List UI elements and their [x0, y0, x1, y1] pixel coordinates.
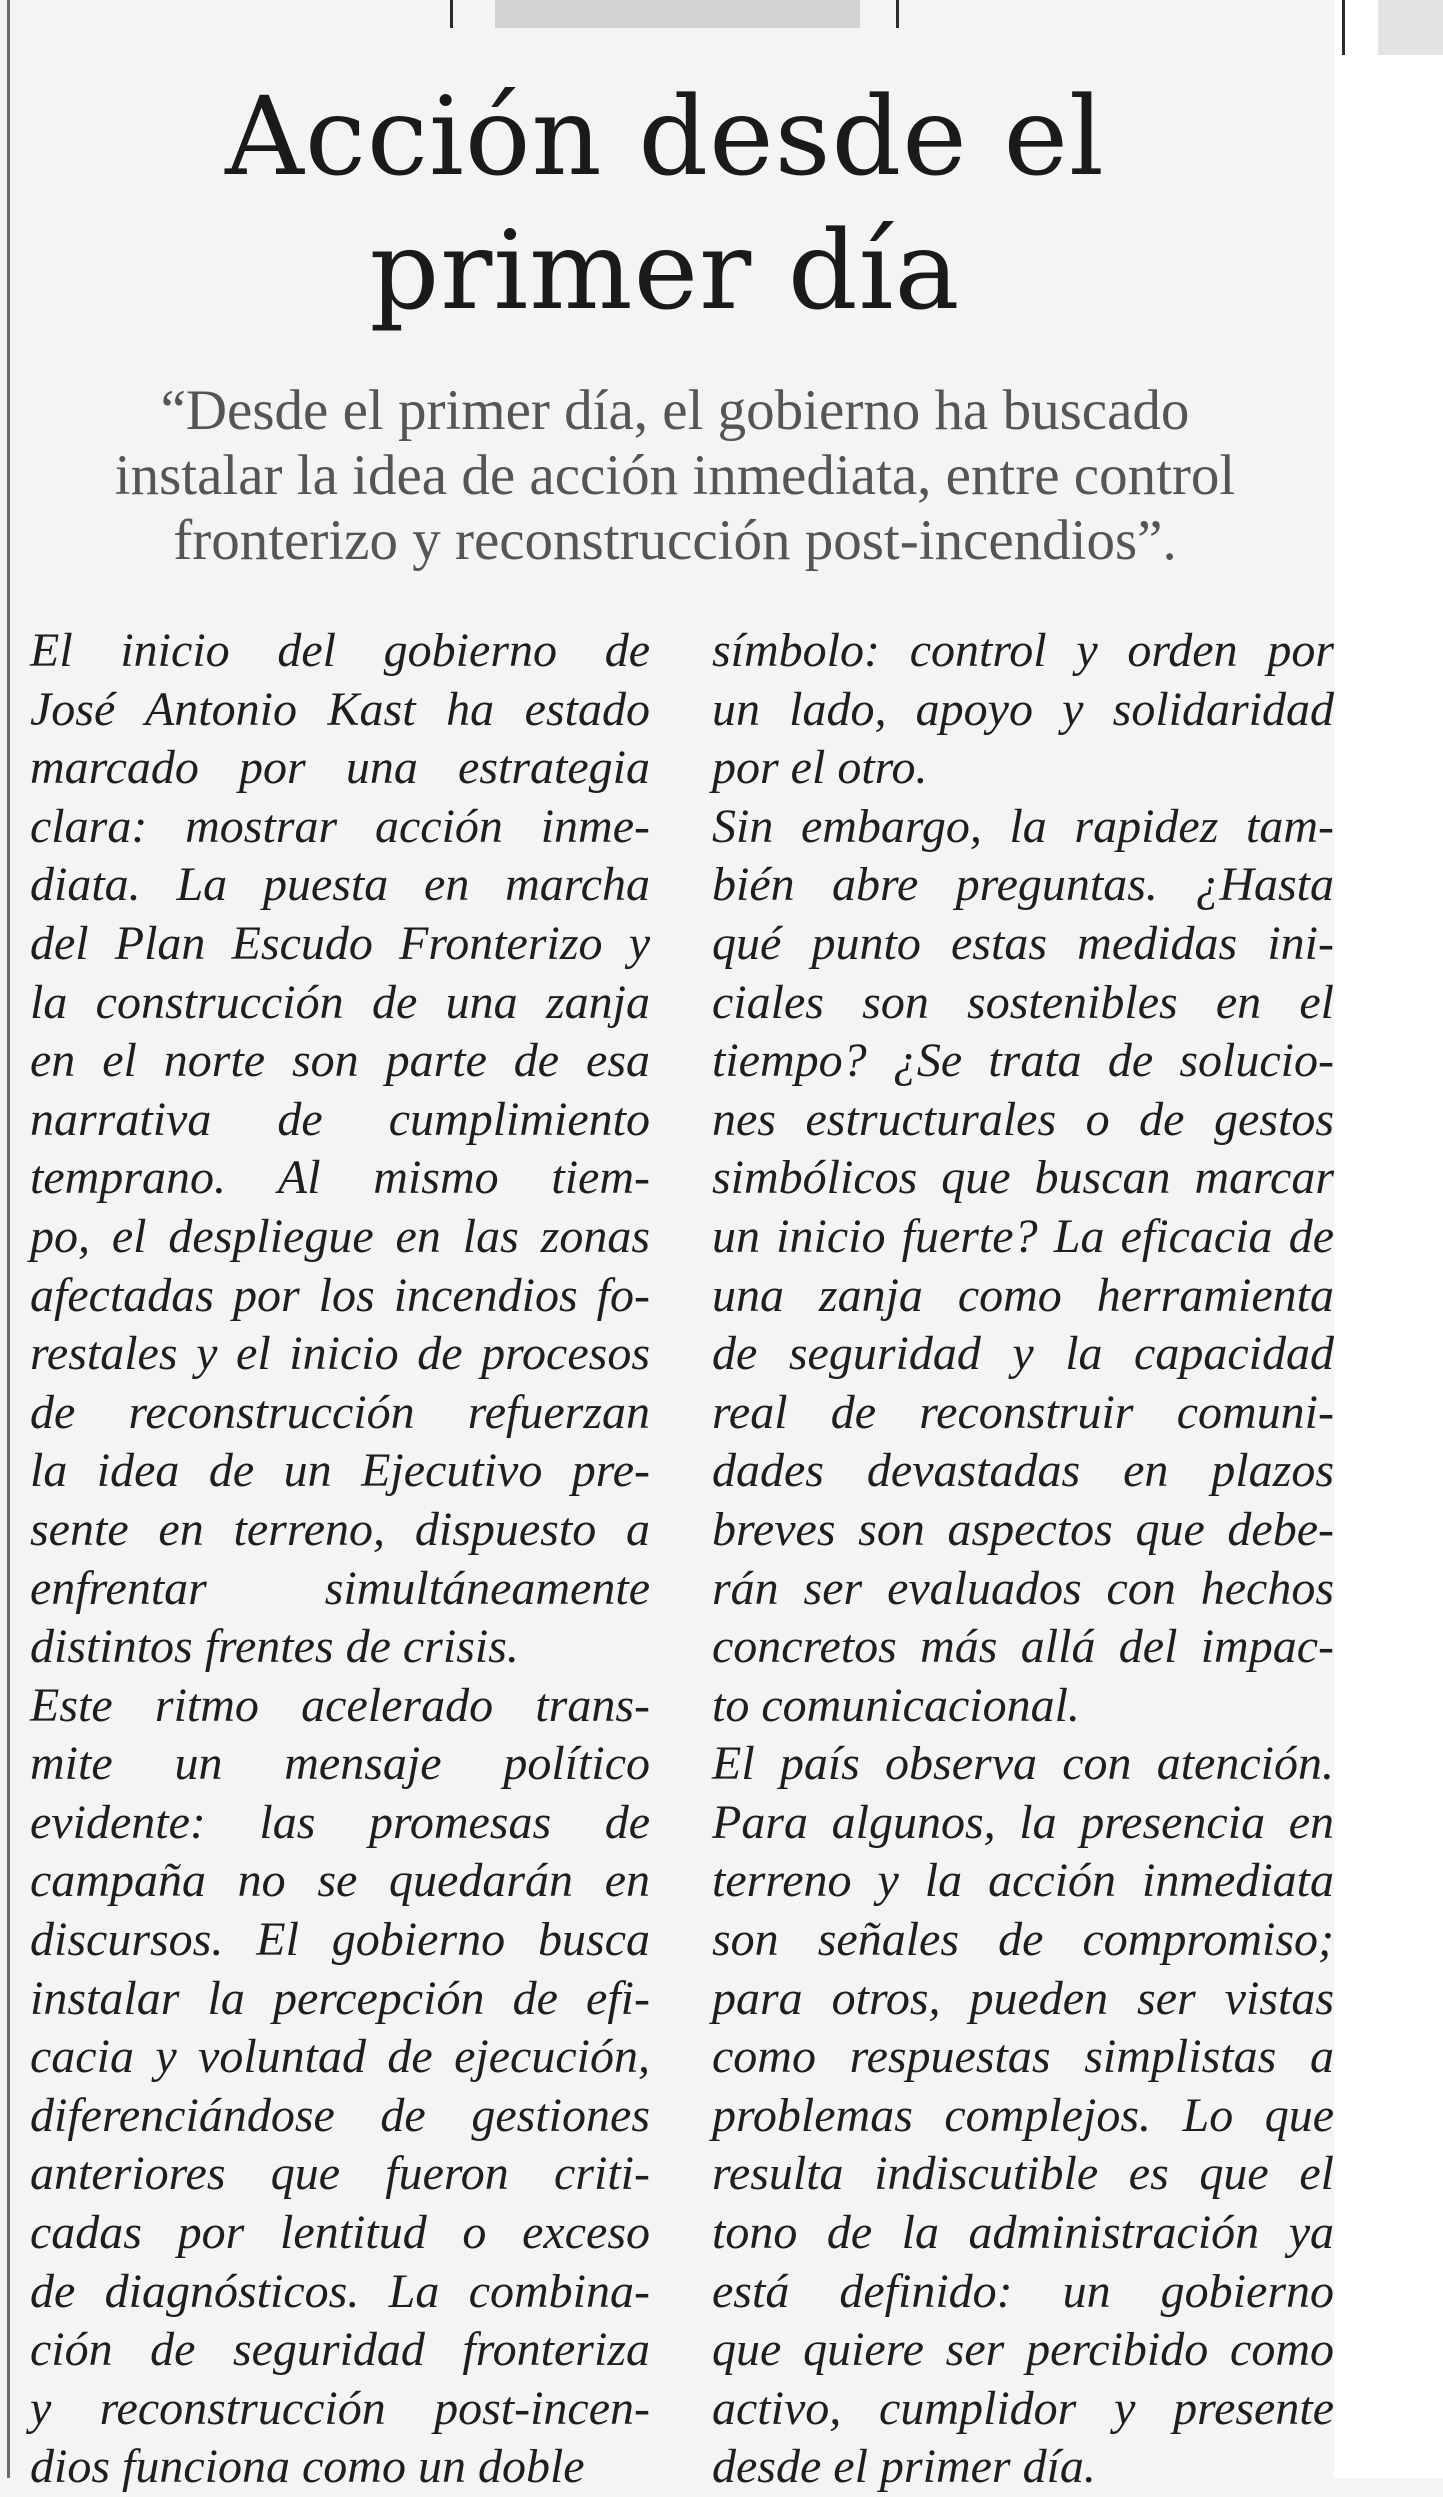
body-text-line: terreno y la acción inmediata — [712, 1854, 1334, 1908]
body-text-line: diferenciándose de gestiones — [30, 2088, 650, 2142]
body-text-line: narrativa de cumplimiento — [30, 1092, 650, 1146]
body-text-line: afectadas por los incendios fo- — [30, 1268, 650, 1322]
body-text-line: ción de seguridad fronteriza — [30, 2323, 650, 2377]
deck-line: “Desde el primer día, el gobierno ha buscado — [160, 379, 1190, 442]
body-text-line: como respuestas simplistas a — [712, 2030, 1334, 2084]
body-text-line: nes estructurales o de gestos — [712, 1092, 1334, 1146]
body-text-line: desde el primer día. — [712, 2440, 1096, 2494]
body-text-line: y reconstrucción post-incen- — [30, 2381, 650, 2435]
pull-quote-deck — [30, 378, 1320, 573]
body-column-left — [30, 622, 650, 2497]
body-text-line: real de reconstruir comuni- — [712, 1385, 1334, 1439]
body-text-line: mite un mensaje político — [30, 1737, 650, 1791]
body-text-line: marcado por una estrategia — [30, 741, 650, 795]
top-header-bar — [495, 0, 860, 28]
body-text-line: tiempo? ¿Se trata de solucio- — [712, 1034, 1334, 1088]
body-text-line: restales y el inicio de procesos — [30, 1327, 650, 1381]
body-text-line: temprano. Al mismo tiem- — [30, 1151, 650, 1205]
body-column-right — [712, 622, 1334, 2497]
body-text-line: po, el despliegue en las zonas — [30, 1209, 650, 1263]
body-text-line: Este ritmo acelerado trans- — [30, 1678, 650, 1732]
body-text-line: concretos más allá del impac- — [712, 1620, 1334, 1674]
body-text-line: activo, cumplidor y presente — [712, 2381, 1334, 2435]
body-text-line: Sin embargo, la rapidez tam- — [712, 799, 1334, 853]
deck-line: instalar la idea de acción inmediata, entre control — [114, 444, 1236, 507]
body-text-line: cadas por lentitud o exceso — [30, 2206, 650, 2260]
body-text-line: discursos. El gobierno busca — [30, 1913, 650, 1967]
body-text-line: El país observa con atención. — [712, 1737, 1334, 1791]
body-text-line: problemas complejos. Lo que — [712, 2088, 1334, 2142]
deck-line: fronterizo y reconstrucción post-incendios”. — [173, 509, 1177, 572]
headline-line: primer día — [369, 207, 961, 334]
body-text-line: que quiere ser percibido como — [712, 2323, 1334, 2377]
body-text-line: son señales de compromiso; — [712, 1913, 1334, 1967]
body-text-line: instalar la percepción de efi- — [30, 1971, 650, 2025]
body-text-line: de seguridad y la capacidad — [712, 1327, 1334, 1381]
body-text-line: un inicio fuerte? La eficacia de — [712, 1209, 1334, 1263]
right-page-margin — [1334, 0, 1443, 2478]
body-text-line: clara: mostrar acción inme- — [30, 799, 650, 853]
headline-line: Acción desde el — [225, 73, 1105, 200]
top-rule-tick — [1342, 0, 1345, 55]
body-text-line: Para algunos, la presencia en — [712, 1795, 1334, 1849]
body-text-line: de diagnósticos. La combina- — [30, 2264, 650, 2318]
body-text-line: enfrentar simultáneamente — [30, 1561, 650, 1615]
body-text-line: tono de la administración ya — [712, 2206, 1334, 2260]
body-text-line: del Plan Escudo Fronterizo y — [30, 916, 650, 970]
body-text-line: El inicio del gobierno de — [30, 624, 650, 677]
body-text-line: rán ser evaluados con hechos — [712, 1561, 1334, 1615]
top-rule-tick — [450, 0, 453, 28]
body-text-line: símbolo: control y orden por — [712, 624, 1334, 677]
body-text-line: to comunicacional. — [712, 1678, 1080, 1732]
top-rule-tick — [896, 0, 899, 28]
body-text-line: distintos frentes de crisis. — [30, 1620, 519, 1674]
body-text-line: campaña no se quedarán en — [30, 1854, 650, 1908]
body-text-line: diata. La puesta en marcha — [30, 858, 650, 912]
body-text-line: dios funciona como un doble — [30, 2440, 585, 2494]
body-text-line: resulta indiscutible es que el — [712, 2147, 1334, 2201]
body-text-line: sente en terreno, dispuesto a — [30, 1502, 650, 1556]
body-text-line: cacia y voluntad de ejecución, — [30, 2030, 650, 2084]
body-text-line: dades devastadas en plazos — [712, 1444, 1334, 1498]
headline — [40, 70, 1290, 338]
body-text-line: la construcción de una zanja — [30, 975, 650, 1029]
body-text-line: en el norte son parte de esa — [30, 1034, 650, 1088]
body-text-line: la idea de un Ejecutivo pre- — [30, 1444, 650, 1498]
body-text-line: está definido: un gobierno — [712, 2264, 1334, 2318]
body-text-line: bién abre preguntas. ¿Hasta — [712, 858, 1334, 912]
body-text-line: para otros, pueden ser vistas — [712, 1971, 1334, 2025]
body-text-line: una zanja como herramienta — [712, 1268, 1334, 1322]
top-corner-block — [1378, 0, 1443, 55]
body-text-line: simbólicos que buscan marcar — [712, 1151, 1334, 1205]
body-text-line: anteriores que fueron criti- — [30, 2147, 650, 2201]
page-left-border — [7, 0, 10, 2478]
body-text-line: José Antonio Kast ha estado — [30, 682, 650, 736]
body-text-line: breves son aspectos que debe- — [712, 1502, 1334, 1556]
body-text-line: por el otro. — [712, 741, 928, 795]
body-text-line: un lado, apoyo y solidaridad — [712, 682, 1334, 736]
body-text-line: evidente: las promesas de — [30, 1795, 650, 1849]
body-text-line: qué punto estas medidas ini- — [712, 916, 1334, 970]
body-text-line: ciales son sostenibles en el — [712, 975, 1334, 1029]
body-text-line: de reconstrucción refuerzan — [30, 1385, 650, 1439]
